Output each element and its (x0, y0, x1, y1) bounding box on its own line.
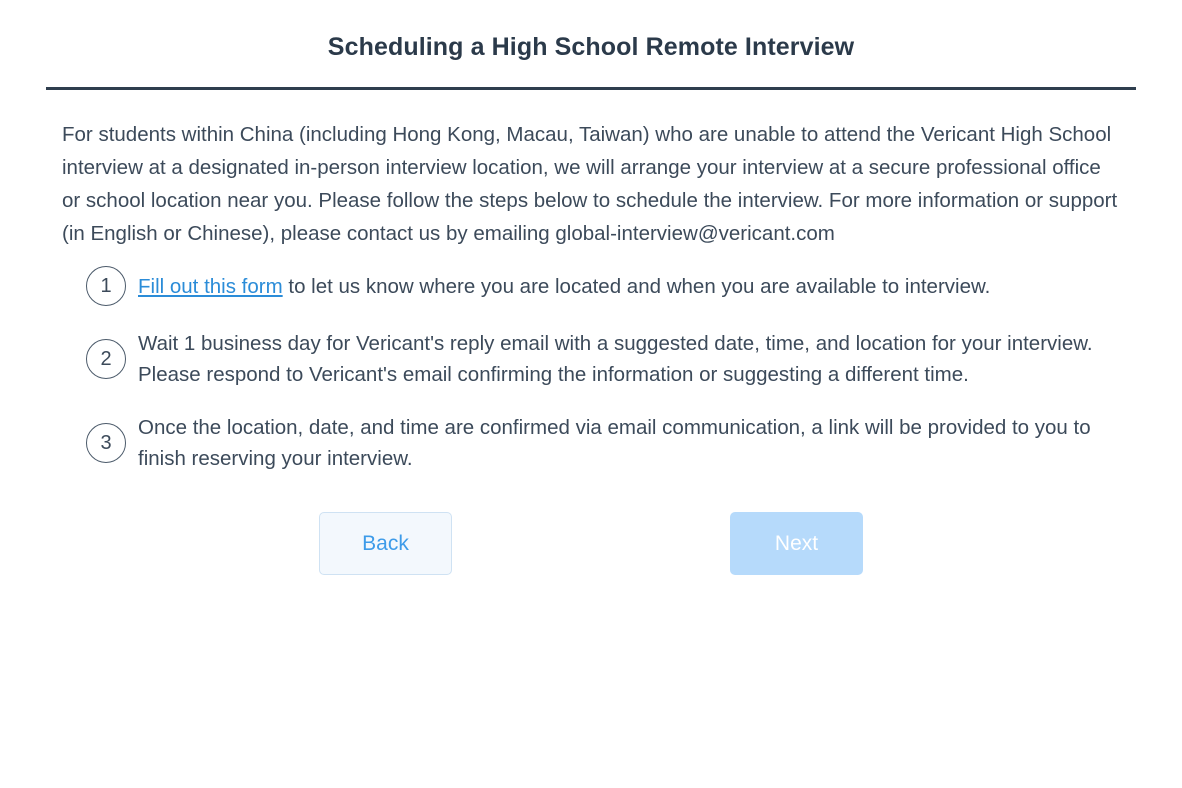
fill-out-this-form-link[interactable]: Fill out this form (138, 274, 283, 298)
back-button[interactable]: Back (319, 512, 452, 575)
steps-list (62, 266, 1120, 474)
step-text-1 (138, 271, 990, 302)
step-text-1-body: to let us know where you are located and when you are available to interview. (282, 274, 991, 298)
step-text-3: Once the location, date, and time are confirmed via email communication, a link will be provided to you to finish reserving your interview. (138, 416, 1091, 470)
main-content (0, 90, 1182, 575)
step-item-3 (62, 412, 1120, 474)
step-number-3: 3 (86, 423, 126, 463)
next-button[interactable]: Next (730, 512, 863, 575)
step-number-2: 2 (86, 339, 126, 379)
button-row (62, 512, 1120, 575)
step-item-1 (62, 266, 1120, 306)
step-text-2: Wait 1 business day for Vericant's reply email with a suggested date, time, and location for your interview. Please respond to Vericant's email confirming the information or suggesting a different time. (138, 332, 1093, 386)
step-number-1: 1 (86, 266, 126, 306)
intro-paragraph: For students within China (including Hong Kong, Macau, Taiwan) who are unable to attend the Vericant High School interview at a designated in-person interview location, we will arrange your interview at a secure professional office or school location near you. Please follow the steps below to schedule the interview. For more information or support (in English or Chinese), please contact us by emailing global-interview@vericant.com (62, 123, 1118, 245)
page-title: Scheduling a High School Remote Interview (327, 33, 855, 61)
step-item-2 (62, 328, 1120, 390)
